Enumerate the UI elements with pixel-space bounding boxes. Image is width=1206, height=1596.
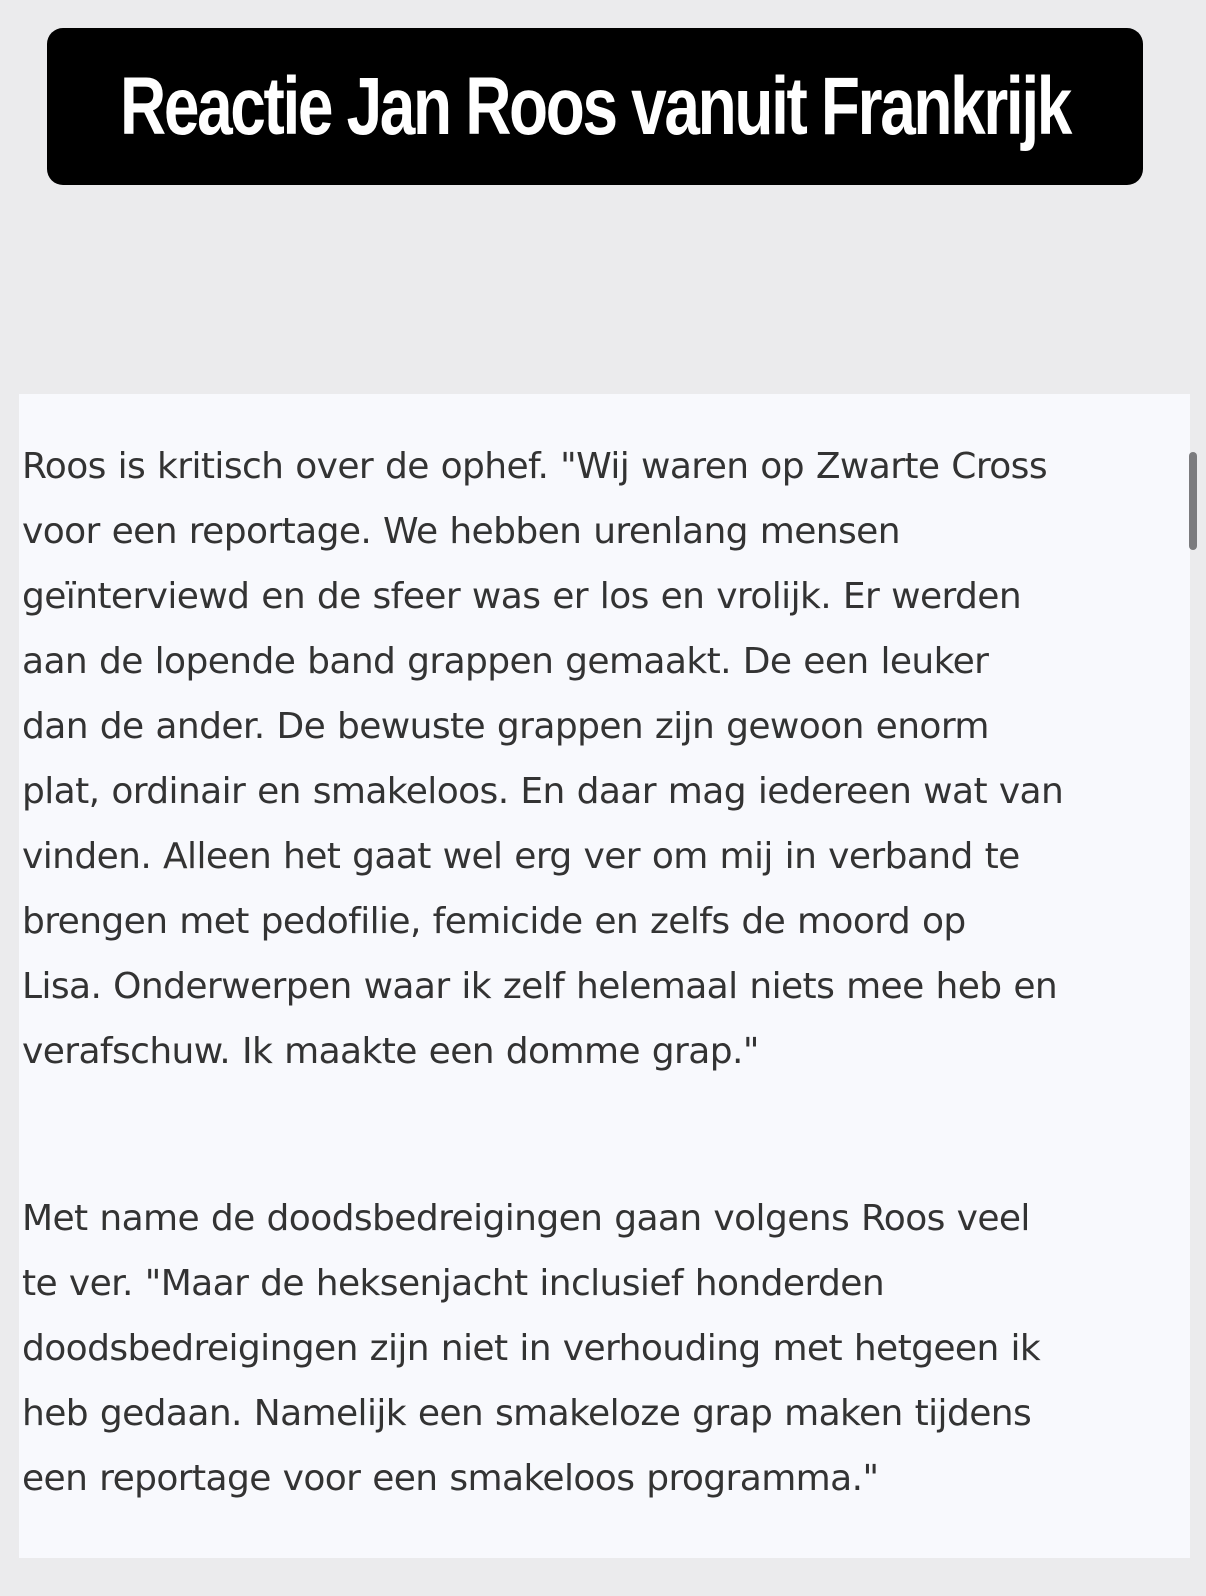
paragraph-line: vinden. Alleen het gaat wel erg ver om mij in verband te xyxy=(22,836,1020,877)
paragraph-line: aan de lopende band grappen gemaakt. De een leuker xyxy=(22,641,989,682)
paragraph-line: Roos is kritisch over de ophef. "Wij waren op Zwarte Cross xyxy=(22,446,1047,487)
article-paragraph-2 xyxy=(22,1186,1182,1511)
paragraph-line: te ver. "Maar de heksenjacht inclusief honderden xyxy=(22,1263,885,1304)
paragraph-line: plat, ordinair en smakeloos. En daar mag iedereen wat van xyxy=(22,771,1064,812)
paragraph-line: verafschuw. Ik maakte een domme grap." xyxy=(22,1031,759,1072)
paragraph-line: Met name de doodsbedreigingen gaan volgens Roos veel xyxy=(22,1198,1030,1239)
article-paragraph-1 xyxy=(22,434,1182,1084)
title-banner xyxy=(47,28,1143,185)
paragraph-line: een reportage voor een smakeloos programma." xyxy=(22,1458,879,1499)
paragraph-line: geïnterviewd en de sfeer was er los en vrolijk. Er werden xyxy=(22,576,1022,617)
page-title: Reactie Jan Roos vanuit Frankrijk xyxy=(119,60,1071,152)
scrollbar-thumb[interactable] xyxy=(1189,452,1197,550)
paragraph-line: Lisa. Onderwerpen waar ik zelf helemaal niets mee heb en xyxy=(22,966,1058,1007)
article-card xyxy=(19,394,1190,1558)
paragraph-line: voor een reportage. We hebben urenlang mensen xyxy=(22,511,900,552)
paragraph-line: brengen met pedofilie, femicide en zelfs de moord op xyxy=(22,901,966,942)
paragraph-line: doodsbedreigingen zijn niet in verhouding met hetgeen ik xyxy=(22,1328,1041,1369)
paragraph-line: dan de ander. De bewuste grappen zijn gewoon enorm xyxy=(22,706,989,747)
paragraph-line: heb gedaan. Namelijk een smakeloze grap maken tijdens xyxy=(22,1393,1032,1434)
